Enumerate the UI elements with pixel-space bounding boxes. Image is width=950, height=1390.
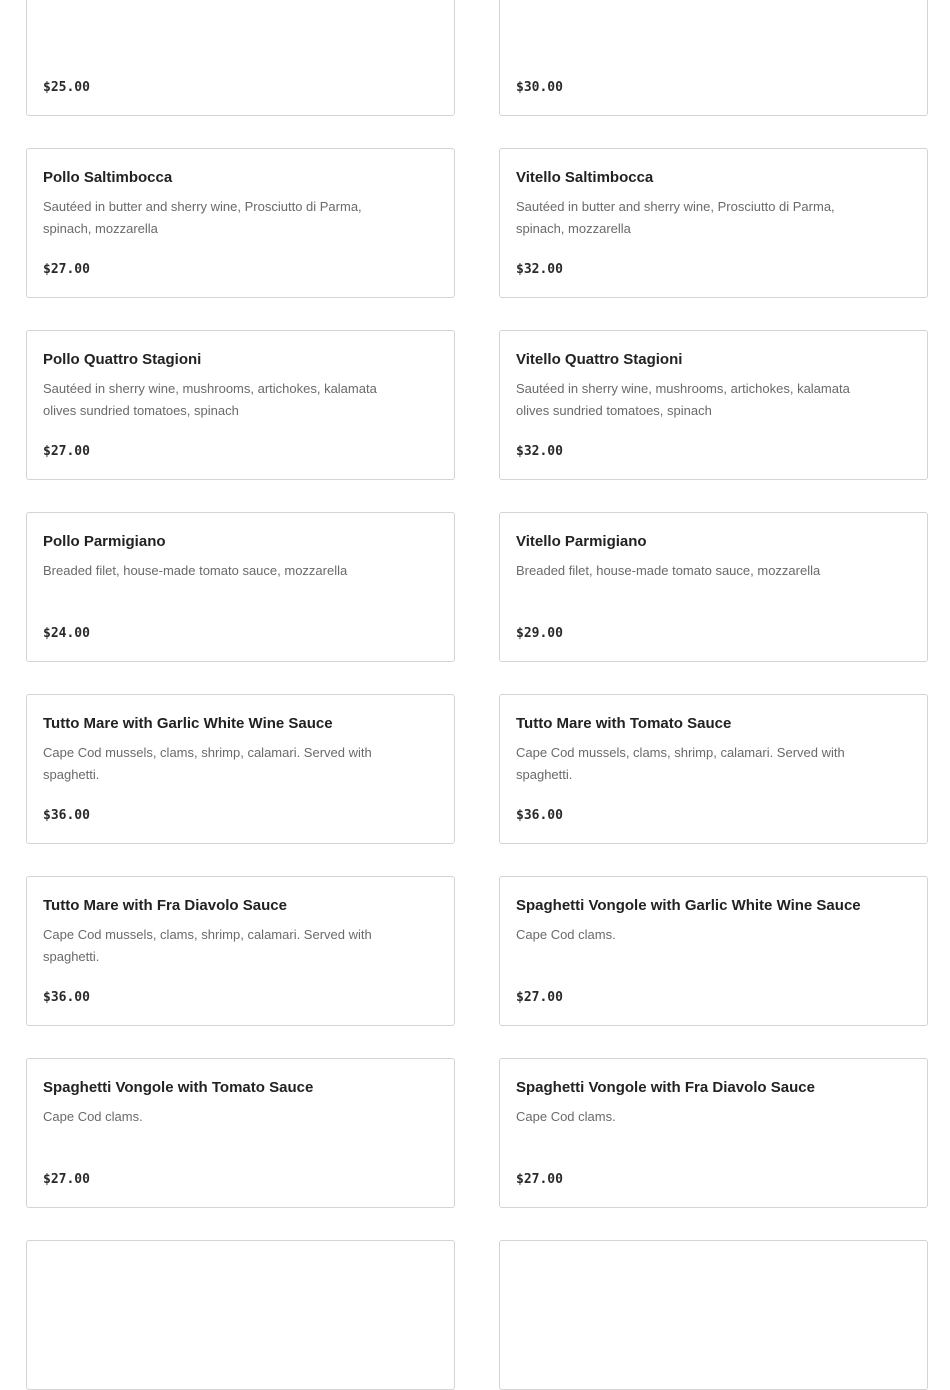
menu-item-card[interactable] [26,330,455,480]
item-name: Tutto Mare with Garlic White Wine Sauce [43,715,333,732]
menu-item-card[interactable] [26,876,455,1026]
menu-item-card[interactable] [499,0,928,116]
menu-item-card[interactable] [499,694,928,844]
item-price: $36.00 [43,990,90,1005]
item-description: Sautéed in butter and sherry wine, Prosciutto di Parma, spinach, mozzarella [516,199,835,236]
item-price: $36.00 [43,808,90,823]
item-description: Cape Cod clams. [516,1109,616,1124]
item-price: $30.00 [516,80,563,95]
item-price: $27.00 [516,990,563,1005]
item-price: $27.00 [516,1172,563,1187]
item-price: $25.00 [43,80,90,95]
item-name: Vitello Parmigiano [516,533,647,550]
item-name: Pollo Saltimbocca [43,169,173,186]
item-price: $27.00 [43,1172,90,1187]
menu-item-card[interactable] [499,330,928,480]
item-name: Pollo Quattro Stagioni [43,351,202,368]
menu-item-card[interactable] [499,1240,928,1390]
item-price: $32.00 [516,444,563,459]
item-price: $29.00 [516,626,563,641]
item-description: Cape Cod clams. [516,927,616,942]
item-name: Pollo Parmigiano [43,533,166,550]
menu-item-card[interactable] [499,148,928,298]
item-price: $32.00 [516,262,563,277]
item-description: Cape Cod mussels, clams, shrimp, calamari. Served with spaghetti. [516,745,845,782]
menu-item-card[interactable] [499,512,928,662]
item-description: Cape Cod clams. [43,1109,143,1124]
item-price: $24.00 [43,626,90,641]
item-name: Vitello Quattro Stagioni [516,351,683,368]
item-price: $36.00 [516,808,563,823]
item-price: $27.00 [43,262,90,277]
item-description: Breaded filet, house-made tomato sauce, mozzarella [516,563,821,578]
menu-item-card[interactable] [26,694,455,844]
item-name: Tutto Mare with Fra Diavolo Sauce [43,897,287,914]
item-description: Cape Cod mussels, clams, shrimp, calamari. Served with spaghetti. [43,745,372,782]
item-description: Cape Cod mussels, clams, shrimp, calamari. Served with spaghetti. [43,927,372,964]
item-description: Sautéed in sherry wine, mushrooms, artichokes, kalamata olives sundried tomatoes, spinach [516,381,850,418]
menu-item-card[interactable] [499,876,928,1026]
menu-item-card[interactable] [26,1058,455,1208]
menu-item-card[interactable] [26,148,455,298]
item-name: Spaghetti Vongole with Fra Diavolo Sauce [516,1079,815,1096]
item-description: Sautéed in sherry wine, mushrooms, artichokes, kalamata olives sundried tomatoes, spinach [43,381,377,418]
item-price: $27.00 [43,444,90,459]
item-name: Spaghetti Vongole with Tomato Sauce [43,1079,314,1096]
menu-item-card[interactable] [26,512,455,662]
menu-item-card[interactable] [499,1058,928,1208]
menu-grid [26,0,928,1390]
item-name: Vitello Saltimbocca [516,169,654,186]
item-description: Breaded filet, house-made tomato sauce, mozzarella [43,563,348,578]
item-description: Sautéed in butter and sherry wine, Prosciutto di Parma, spinach, mozzarella [43,199,362,236]
menu-item-card[interactable] [26,1240,455,1390]
menu-item-card[interactable] [26,0,455,116]
item-name: Tutto Mare with Tomato Sauce [516,715,732,732]
item-name: Spaghetti Vongole with Garlic White Wine Sauce [516,897,861,914]
